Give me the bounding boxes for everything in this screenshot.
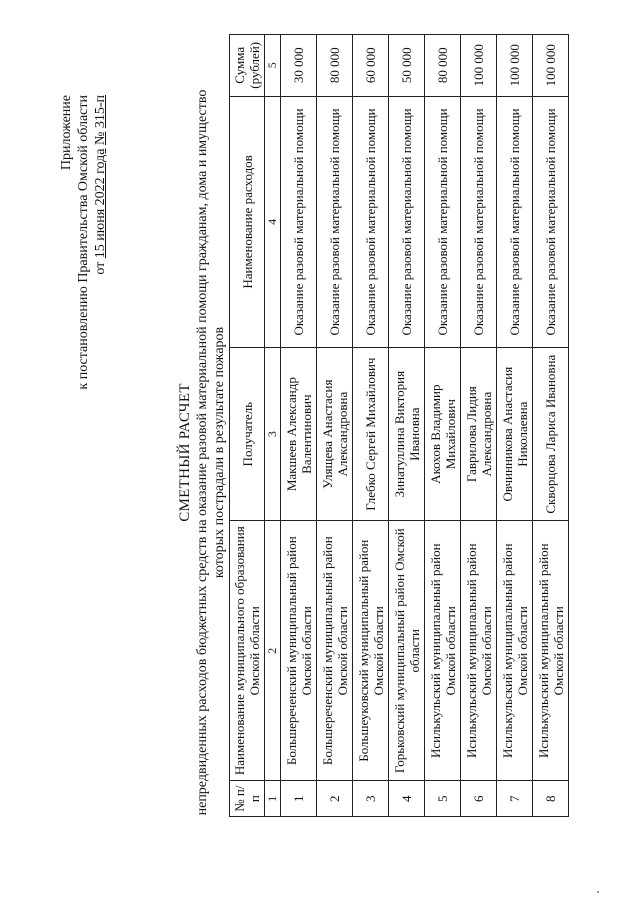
table-row: [533, 35, 569, 817]
expense-cell: Оказание разовой материальной помощи: [317, 96, 353, 348]
column-number: 2: [265, 521, 281, 781]
column-number: 4: [265, 96, 281, 348]
document-title: СМЕТНЫЙ РАСЧЕТ: [177, 383, 193, 522]
scan-dot: [597, 891, 599, 893]
row-number: 6: [461, 781, 497, 817]
document-subtitle-line2: которых пострадали в результате пожаров: [212, 326, 227, 579]
expense-cell: Оказание разовой материальной помощи: [497, 96, 533, 348]
municipality-cell: Исилькульский муниципальный район Омской области: [461, 521, 497, 781]
appendix-date: 15 июня 2022 года: [93, 148, 108, 259]
appendix-prefix: от: [93, 261, 108, 275]
amount-cell: 50 000: [389, 35, 425, 97]
table-row: [317, 35, 353, 817]
header-municipality: Наименование муниципального образования Омской области: [230, 521, 265, 781]
expense-cell: Оказание разовой материальной помощи: [425, 96, 461, 348]
recipient-cell: Акохов Владимир Михайлович: [425, 348, 461, 521]
header-number: № п/п: [230, 781, 265, 817]
document-subtitle-line1: непредвиденных расходов бюджетных средств на оказание разовой материальной помощи гражданам, дома и имущество: [195, 89, 210, 816]
expense-cell: Оказание разовой материальной помощи: [281, 96, 317, 348]
municipality-cell: Большеуковский муниципальный район Омской области: [353, 521, 389, 781]
appendix-number: 315-п: [93, 95, 108, 129]
appendix-date-line: [92, 95, 109, 390]
municipality-cell: Горьковский муниципальный район Омской области: [389, 521, 425, 781]
municipality-cell: Большереченский муниципальный район Омской области: [317, 521, 353, 781]
row-number: 2: [317, 781, 353, 817]
recipient-cell: Овчинникова Анастасия Николаевна: [497, 348, 533, 521]
row-number: 3: [353, 781, 389, 817]
table-row: [353, 35, 389, 817]
recipient-cell: Зинатуллина Виктория Ивановна: [389, 348, 425, 521]
table-body: [281, 35, 569, 817]
column-number: 1: [265, 781, 281, 817]
amount-cell: 100 000: [533, 35, 569, 97]
table-row: [497, 35, 533, 817]
table-row: [425, 35, 461, 817]
amount-cell: 80 000: [425, 35, 461, 97]
column-number: 5: [265, 35, 281, 97]
municipality-cell: Исилькульский муниципальный район Омской области: [425, 521, 461, 781]
amount-cell: 60 000: [353, 35, 389, 97]
recipient-cell: Гаврилова Лидия Александровна: [461, 348, 497, 521]
row-number: 7: [497, 781, 533, 817]
recipient-cell: Глебко Сергей Михайлович: [353, 348, 389, 521]
expense-cell: Оказание разовой материальной помощи: [533, 96, 569, 348]
row-number: 5: [425, 781, 461, 817]
table-row: [389, 35, 425, 817]
municipality-cell: Исилькульский муниципальный район Омской области: [533, 521, 569, 781]
recipient-cell: Скворцова Лариса Ивановна: [533, 348, 569, 521]
expense-cell: Оказание разовой материальной помощи: [461, 96, 497, 348]
recipient-cell: Улящева Анастасия Александровна: [317, 348, 353, 521]
amount-cell: 80 000: [317, 35, 353, 97]
row-number: 4: [389, 781, 425, 817]
header-amount: Сумма (рублей): [230, 35, 265, 97]
header-recipient: Получатель: [230, 348, 265, 521]
estimate-table: [229, 34, 569, 817]
expense-cell: Оказание разовой материальной помощи: [353, 96, 389, 348]
municipality-cell: Исилькульский муниципальный район Омской области: [497, 521, 533, 781]
appendix-label: Приложение: [59, 95, 74, 171]
row-number: 1: [281, 781, 317, 817]
column-number: 3: [265, 348, 281, 521]
amount-cell: 100 000: [461, 35, 497, 97]
amount-cell: 30 000: [281, 35, 317, 97]
appendix-number-sign: №: [93, 131, 108, 146]
table-header-row: [230, 35, 265, 817]
recipient-cell: Макшеев Александр Валентинович: [281, 348, 317, 521]
amount-cell: 100 000: [497, 35, 533, 97]
table-row: [461, 35, 497, 817]
table-row: [281, 35, 317, 817]
municipality-cell: Большереченский муниципальный район Омской области: [281, 521, 317, 781]
expense-cell: Оказание разовой материальной помощи: [389, 96, 425, 348]
row-number: 8: [533, 781, 569, 817]
appendix-resolution: к постановлению Правительства Омской области: [76, 95, 91, 390]
column-number-row: [265, 35, 281, 817]
header-expense: Наименование расходов: [230, 96, 265, 348]
appendix-block: [58, 95, 109, 390]
